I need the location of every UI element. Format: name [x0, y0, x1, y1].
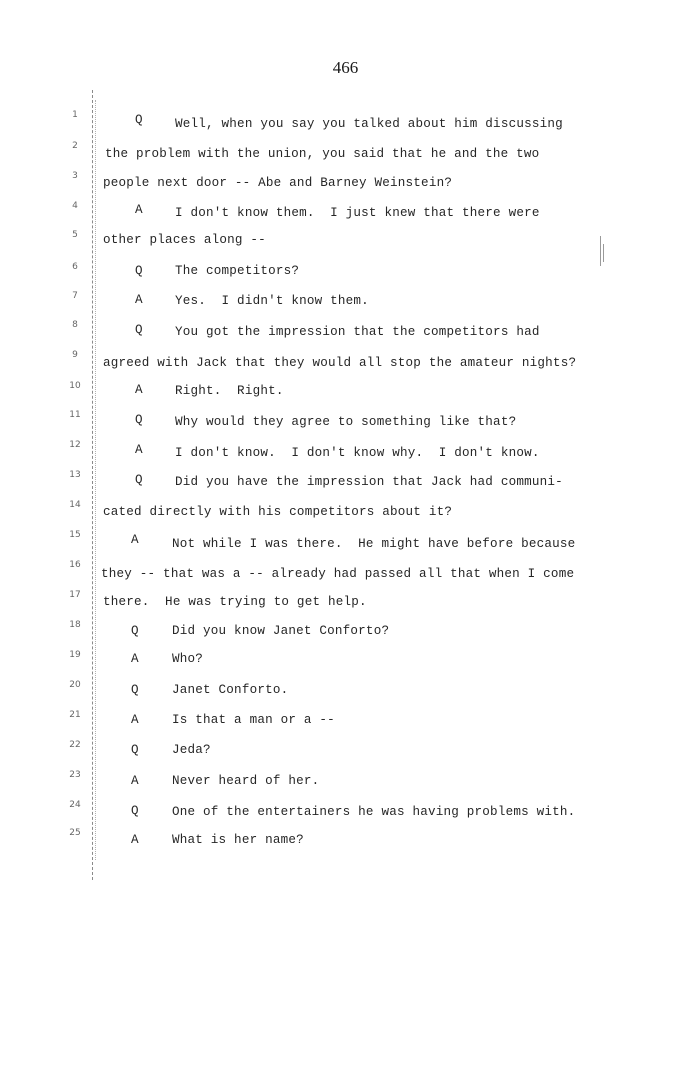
transcript-line: You got the impression that the competitors had [175, 325, 540, 339]
transcript-line: Did you know Janet Conforto? [172, 624, 390, 638]
transcript-line: I don't know them. I just knew that there were [175, 206, 540, 220]
transcript-line: the problem with the union, you said that he and the two [105, 147, 540, 161]
line-number: 12 [69, 440, 81, 450]
line-number: 1 [72, 110, 78, 120]
left-margin-rule-inner [95, 100, 96, 860]
speaker-label: Q [135, 323, 143, 337]
transcript-line: Right. Right. [175, 384, 284, 398]
speaker-label: Q [131, 804, 139, 818]
speaker-label: A [131, 713, 139, 727]
line-number: 22 [69, 740, 81, 750]
transcript-line: people next door -- Abe and Barney Weinstein? [103, 176, 453, 190]
line-number: 21 [69, 710, 81, 720]
page-number: 466 [332, 58, 359, 77]
transcript-line: Did you have the impression that Jack had communi- [175, 475, 563, 489]
speaker-label: A [135, 203, 143, 217]
transcript-line: Why would they agree to something like that? [175, 415, 517, 429]
speaker-label: A [135, 383, 143, 397]
line-number: 13 [69, 470, 81, 480]
line-number: 6 [72, 262, 78, 272]
transcript-line: Well, when you say you talked about him discussing [175, 117, 563, 131]
scan-mark [600, 236, 601, 266]
speaker-label: Q [131, 743, 139, 757]
line-number: 16 [69, 560, 81, 570]
transcript-line: agreed with Jack that they would all stop the amateur nights? [103, 356, 577, 370]
line-number: 24 [69, 800, 81, 810]
line-number: 4 [72, 201, 78, 211]
speaker-label: A [135, 293, 143, 307]
transcript-line: Never heard of her. [172, 774, 320, 788]
line-number: 3 [72, 171, 78, 181]
transcript-line: Janet Conforto. [172, 683, 289, 697]
speaker-label: Q [135, 473, 143, 487]
line-number: 7 [72, 291, 78, 301]
line-number: 9 [72, 350, 78, 360]
transcript-line: What is her name? [172, 833, 304, 847]
transcript-line: Not while I was there. He might have before because [172, 537, 576, 551]
line-number: 18 [69, 620, 81, 630]
line-number: 2 [72, 141, 78, 151]
left-margin-rule [92, 90, 93, 880]
speaker-label: Q [131, 624, 139, 638]
speaker-label: Q [135, 264, 143, 278]
transcript-line: other places along -- [103, 233, 266, 247]
speaker-label: A [131, 533, 139, 547]
speaker-label: A [131, 833, 139, 847]
line-number: 10 [69, 381, 81, 391]
transcript-line: Yes. I didn't know them. [175, 294, 369, 308]
line-number: 19 [69, 650, 81, 660]
speaker-label: A [131, 774, 139, 788]
transcript-line: The competitors? [175, 264, 300, 278]
transcript-line: I don't know. I don't know why. I don't know. [175, 446, 540, 460]
line-number: 23 [69, 770, 81, 780]
speaker-label: A [131, 652, 139, 666]
scan-mark [603, 244, 604, 262]
transcript-line: they -- that was a -- already had passed all that when I come [101, 567, 575, 581]
speaker-label: A [135, 443, 143, 457]
speaker-label: Q [135, 113, 143, 127]
speaker-label: Q [131, 683, 139, 697]
transcript-line: there. He was trying to get help. [103, 595, 367, 609]
line-number: 20 [69, 680, 81, 690]
line-number: 8 [72, 320, 78, 330]
speaker-label: Q [135, 413, 143, 427]
transcript-line: Is that a man or a -- [172, 713, 335, 727]
line-number: 11 [69, 410, 81, 420]
line-number: 25 [69, 828, 81, 838]
transcript-line: One of the entertainers he was having problems with. [172, 805, 576, 819]
line-number: 5 [72, 230, 78, 240]
transcript-line: Who? [172, 652, 204, 666]
transcript-line: Jeda? [172, 743, 211, 757]
line-number: 15 [69, 530, 81, 540]
line-number: 14 [69, 500, 81, 510]
transcript-line: cated directly with his competitors about it? [103, 505, 453, 519]
line-number: 17 [69, 590, 81, 600]
